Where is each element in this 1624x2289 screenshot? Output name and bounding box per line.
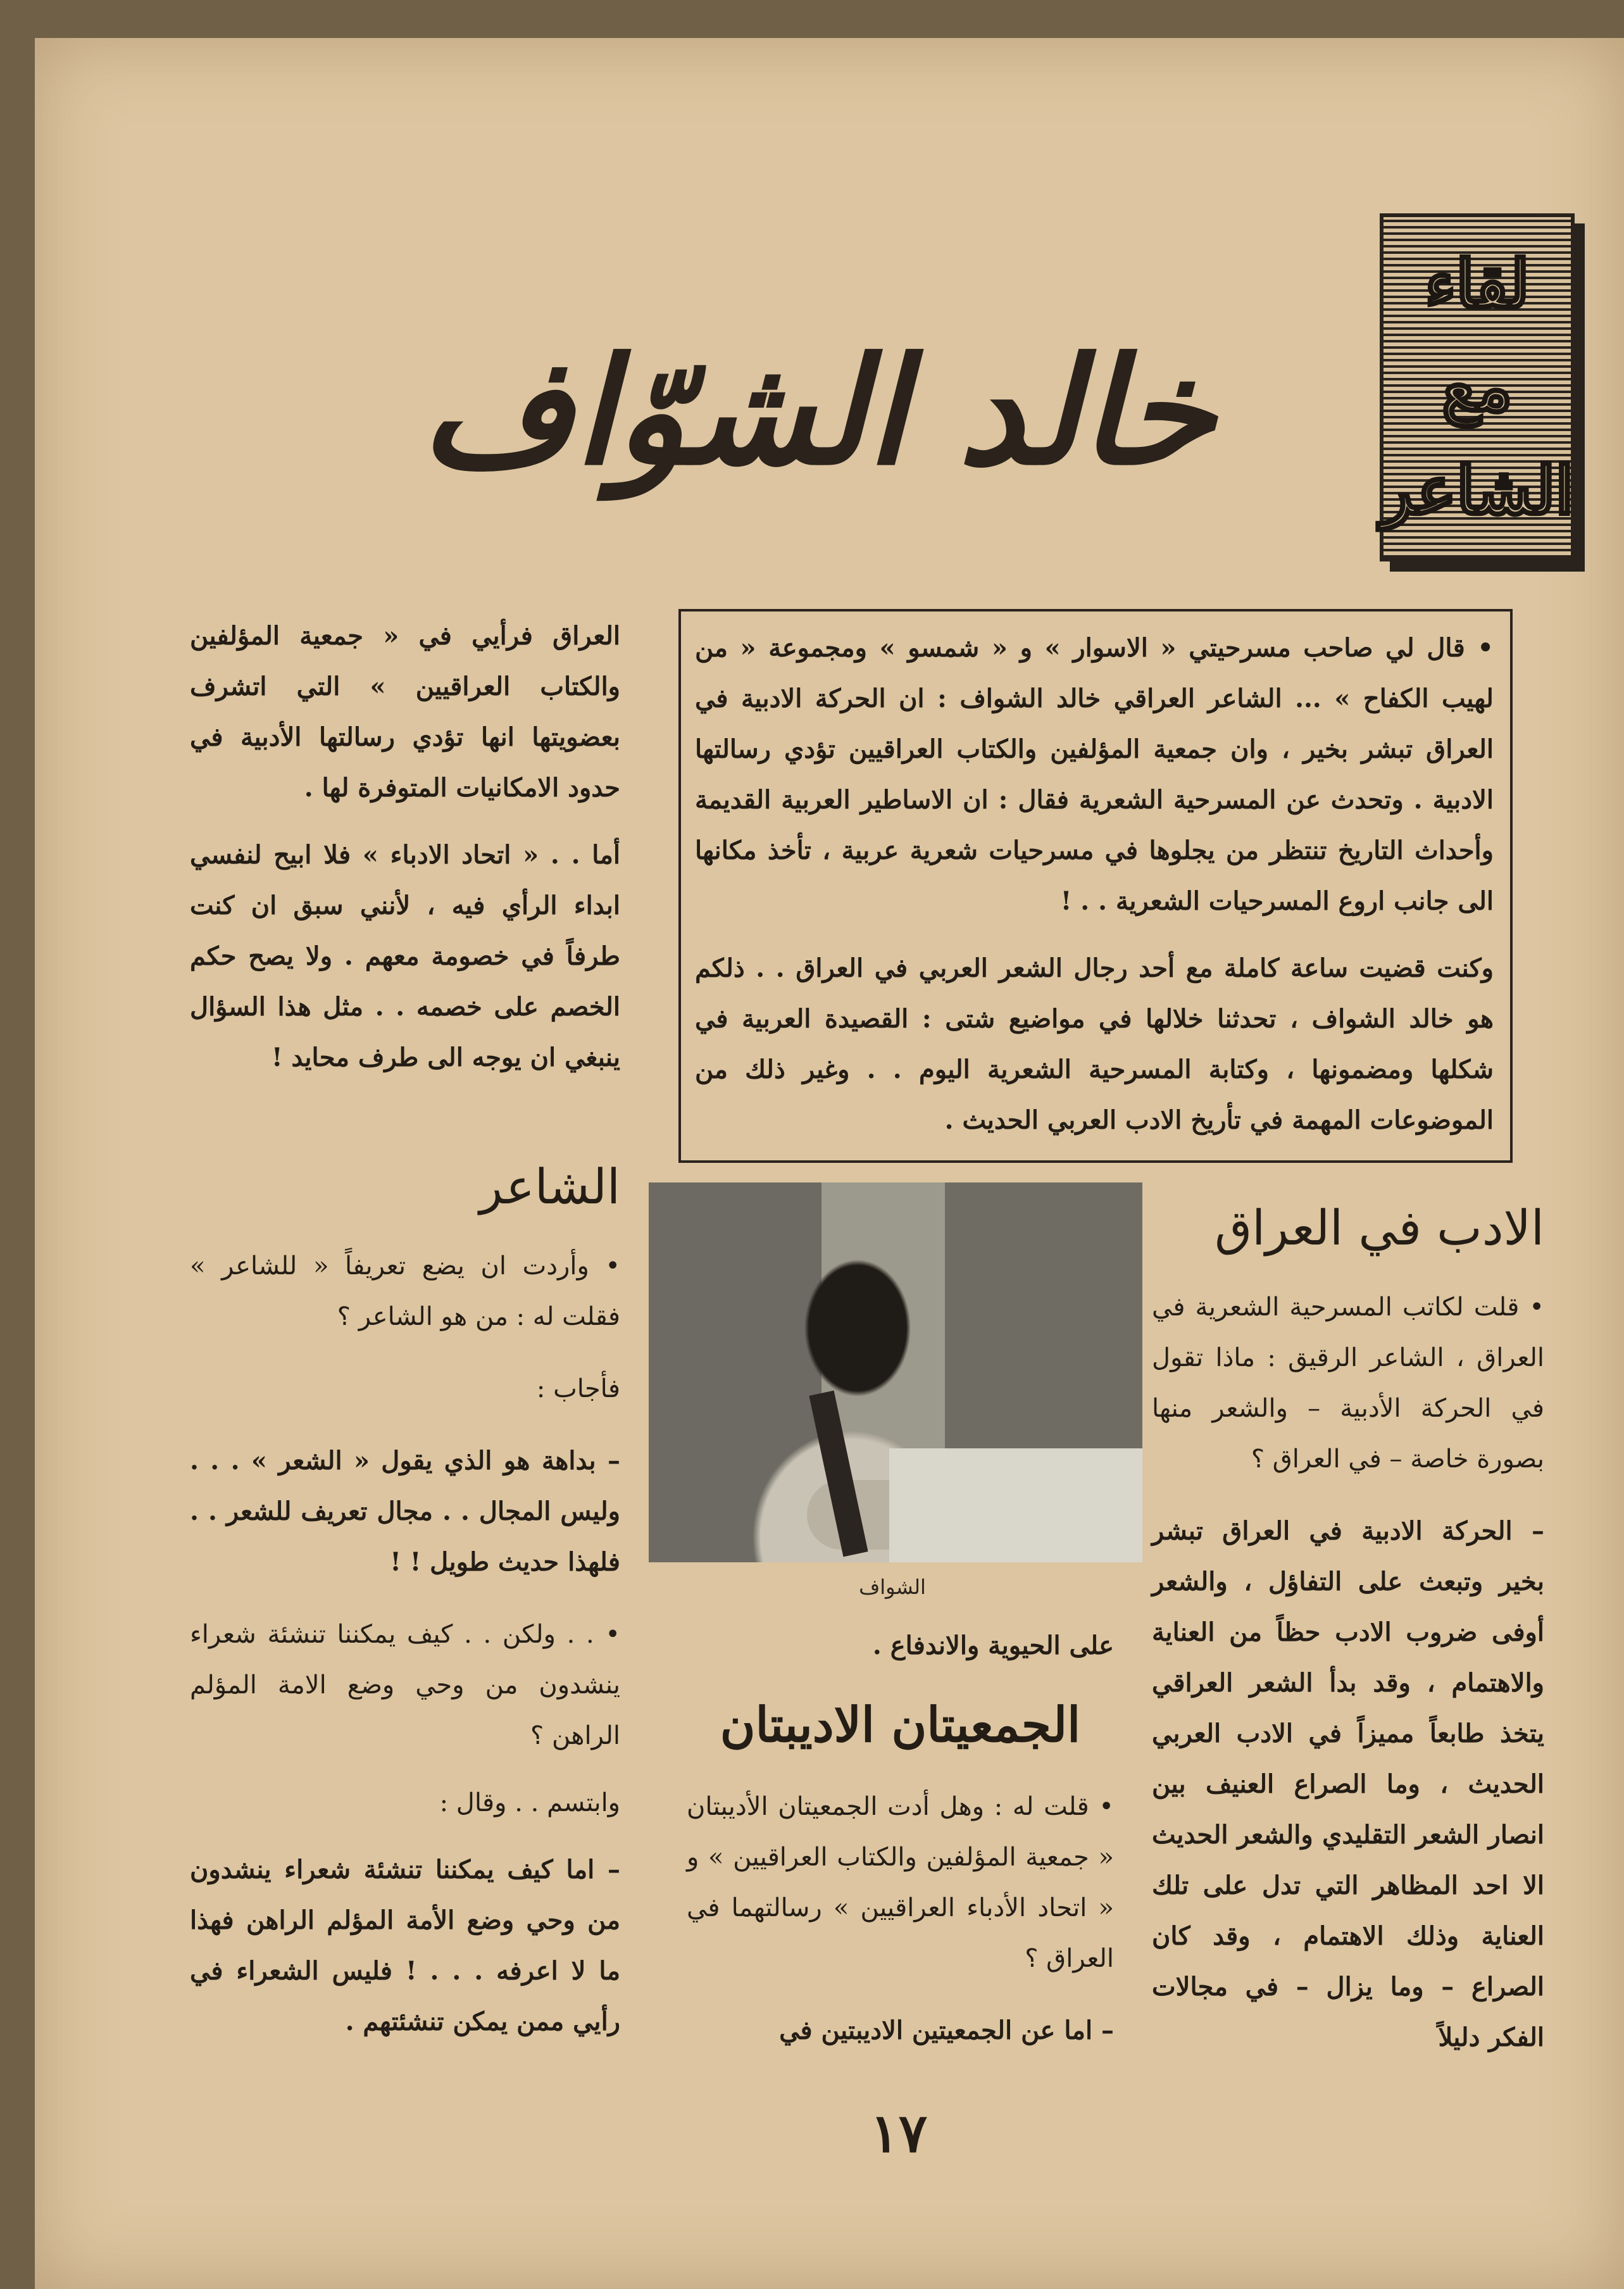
iraq-answer: – الحركة الادبية في العراق تبشر بخير وتبعث على التفاؤل ، والشعر أوفى ضروب الادب حظاً من العناية والاهتمام ، وقد بدأ الشعر العراقي يتخذ طابعاً مميزاً في الادب العربي الحديث ، وما الصراع العنيف بين انصار الشعر التقليدي والشعر الحديث الا احد المظاهر التي تدل على تلك العناية وذلك الاهتمام ، وقد كان الصراع – وما يزال – في مجالات الفكر دليلاً — [1152, 1516, 1544, 2052]
intro-paragraph-2: وكنت قضيت ساعة كاملة مع أحد رجال الشعر العربي في العراق . . ذلكم هو خالد الشواف ، تحدثنا خلالها في مواضيع شتى : القصيدة العربية في شكلها ومضمونها ، وكتابة المسرحية الشعرية اليوم . . وغير ذلك من الموضوعات المهمة في تأريخ الادب العربي الحديث . — [695, 953, 1494, 1135]
poet-photo — [649, 1182, 1142, 1562]
poet-paragraph-4: • . . ولكن . . كيف يمكننا تنشئة شعراء ينشدون من وحي وضع الامة المؤلم الراهن ؟ — [190, 1620, 620, 1750]
poet-paragraph-6: – اما كيف يمكننا تنشئة شعراء ينشدون من وحي وضع الأمة المؤلم الراهن فهذا ما لا اعرفه . . . ! فليس الشعراء في رأيي ممن يمكن تنشئتهم . — [190, 1855, 620, 2036]
iraq-section — [1152, 1200, 1544, 2079]
poet-paragraph-1: • وأردت ان يضع تعريفاً « للشاعر » فقلت له : من هو الشاعر ؟ — [190, 1251, 620, 1331]
left-paragraph-2: أما . . « اتحاد الادباء » فلا ابيح لنفسي ابداء الرأي فيه ، لأنني سبق ان كنت طرفاً في خصومة معهم . ولا يصح حكم الخصم على خصمه . . مثل هذا السؤال ينبغي ان يوجه الى طرف محايد ! — [190, 840, 620, 1072]
iraq-question: • قلت لكاتب المسرحية الشعرية في العراق ، الشاعر الرقيق : ماذا تقول في الحركة الأدبية – والشعر منها بصورة خاصة – في العراق ؟ — [1152, 1293, 1544, 1474]
intro-text — [695, 623, 1494, 1162]
societies-heading: الجمعيتان الاديبتان — [720, 1696, 1081, 1753]
left-column-top — [190, 611, 620, 1100]
interview-badge — [1380, 213, 1575, 561]
left-paragraph-1: العراق فرأيي في « جمعية المؤلفين والكتاب العراقيين » التي اتشرف بعضويتها انها تؤدي رسالتها الأدبية في حدود الامكانيات المتوفرة لها . — [190, 621, 620, 803]
intro-paragraph-1: • قال لي صاحب مسرحيتي « الاسوار » و « شمسو » ومجموعة « من لهيب الكفاح » ... الشاعر العراقي خالد الشواف : ان الحركة الادبية في العراق تبشر بخير ، وان جمعية المؤلفين والكتاب العراقيين تؤدي رسالتها الادبية . وتحدث عن المسرحية الشعرية فقال : ان الاساطير العربية القديمة وأحداث التاريخ تنتظر من يجلوها في مسرحيات شعرية عربية ، تأخذ مكانها الى جانب اروع المسرحيات الشعرية . . ! — [695, 633, 1494, 916]
middle-paragraph-1: • قلت له : وهل أدت الجمعيتان الأديبتان « جمعية المؤلفين والكتاب العراقيين » و « اتحاد الأدباء العراقيين » رسالتهما في العراق ؟ — [687, 1792, 1114, 1973]
poet-paragraph-5: وابتسم . . وقال : — [439, 1788, 620, 1817]
badge-line-3: الشاعر — [1380, 451, 1574, 530]
middle-column — [687, 1621, 1114, 2073]
middle-continuation: على الحيوية والاندفاع . — [872, 1631, 1114, 1660]
poet-paragraph-2: فأجاب : — [536, 1374, 620, 1403]
iraq-heading: الادب في العراق — [1215, 1200, 1544, 1256]
intro-box — [678, 609, 1513, 1163]
page-number: ١٧ — [870, 2102, 928, 2164]
article-title: خالد الشوّاف — [421, 325, 1215, 498]
poet-paragraph-3: – بداهة هو الذي يقول « الشعر » . . . وليس المجال . . مجال تعريف للشعر . . فلهذا حديث طويل ! ! — [190, 1446, 620, 1577]
poet-section — [190, 1158, 620, 2064]
badge-line-1: لقاء — [1425, 244, 1530, 323]
photo-caption: الشواف — [859, 1575, 926, 1599]
middle-paragraph-2: – اما عن الجمعيتين الاديبتين في — [779, 2016, 1114, 2045]
poet-heading: الشاعر — [479, 1158, 620, 1215]
badge-line-2: مع — [1442, 348, 1513, 426]
